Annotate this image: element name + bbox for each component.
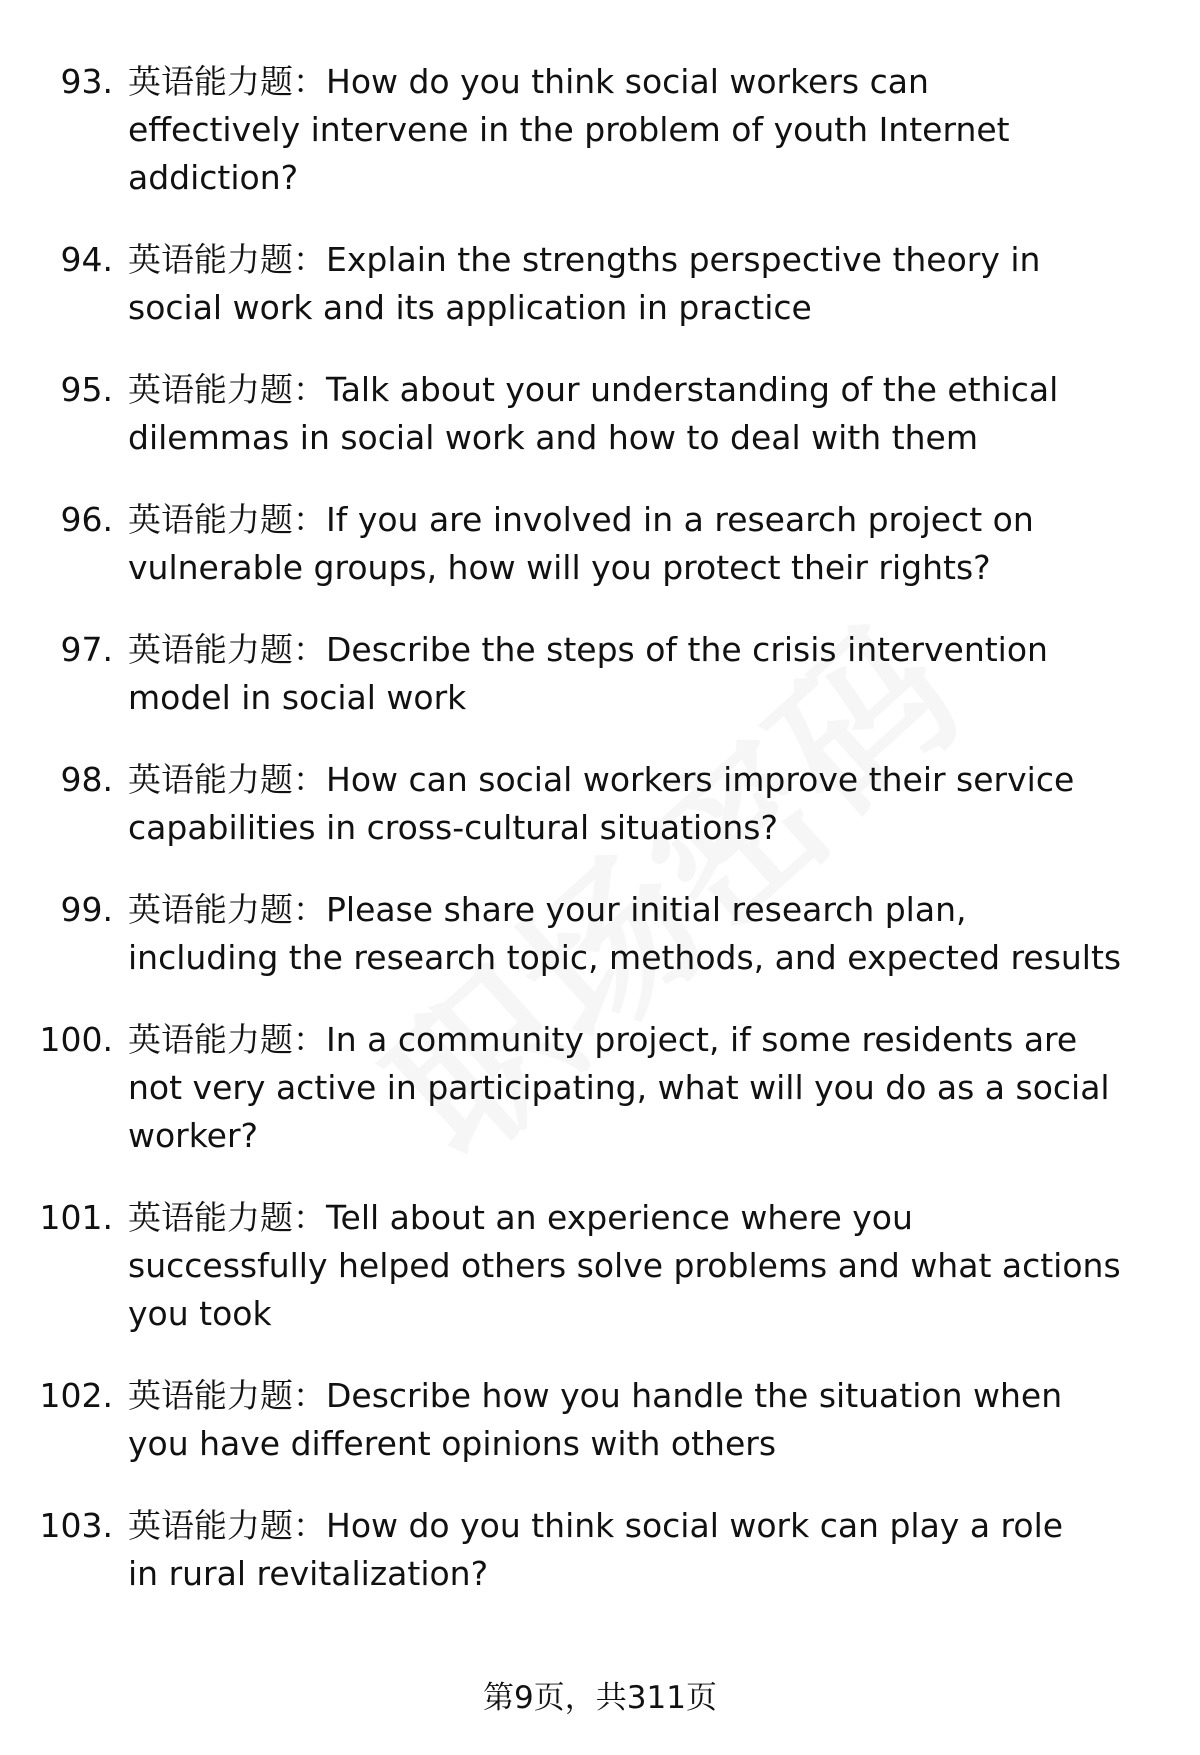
question-label: 英语能力题：: [128, 240, 326, 279]
question-label: 英语能力题：: [128, 62, 326, 101]
question-number: 99.: [60, 890, 113, 929]
question-text: addiction?: [128, 158, 299, 197]
question-number: 102.: [39, 1376, 113, 1415]
question-text: worker?: [128, 1116, 259, 1155]
question-content: [128, 626, 1163, 722]
question-item: [0, 756, 1200, 886]
page-number-text: 第9页，共311页: [483, 1680, 717, 1716]
question-text: Explain the strengths perspective theory in: [326, 240, 1041, 279]
question-text: effectively intervene in the problem of youth Internet: [128, 110, 1010, 149]
question-content: [128, 1194, 1163, 1338]
question-label: 英语能力题：: [128, 1506, 326, 1545]
question-label: 英语能力题：: [128, 500, 326, 539]
question-line: [128, 756, 1163, 804]
question-number: 98.: [60, 760, 113, 799]
question-label: 英语能力题：: [128, 1376, 326, 1415]
question-text: dilemmas in social work and how to deal with them: [128, 418, 978, 457]
question-line: [128, 1372, 1163, 1420]
question-label: 英语能力题：: [128, 1020, 326, 1059]
question-text: Talk about your understanding of the ethical: [326, 370, 1059, 409]
question-text: successfully helped others solve problems and what actions: [128, 1246, 1121, 1285]
question-content: [128, 1372, 1163, 1468]
question-line: [128, 58, 1163, 106]
question-line: [128, 366, 1163, 414]
question-text: If you are involved in a research project on: [326, 500, 1034, 539]
question-text: you took: [128, 1294, 272, 1333]
question-text: in rural revitalization?: [128, 1554, 489, 1593]
question-label: 英语能力题：: [128, 760, 326, 799]
question-item: [0, 1194, 1200, 1372]
question-item: [0, 1372, 1200, 1502]
question-line: [128, 1194, 1163, 1242]
question-label: 英语能力题：: [128, 370, 326, 409]
question-text: How do you think social work can play a role: [326, 1506, 1064, 1545]
question-list: [0, 58, 1200, 1600]
question-number: 93.: [60, 62, 113, 101]
question-content: [128, 236, 1163, 332]
question-text: you have different opinions with others: [128, 1424, 777, 1463]
question-item: [0, 1502, 1200, 1600]
question-number: 95.: [60, 370, 113, 409]
question-line: [128, 626, 1163, 674]
question-number: 97.: [60, 630, 113, 669]
question-number: 96.: [60, 500, 113, 539]
question-content: [128, 756, 1163, 852]
question-number: 101.: [39, 1198, 113, 1237]
question-line: [128, 496, 1163, 544]
page-footer: [0, 1678, 1200, 1718]
question-text: How do you think social workers can: [326, 62, 929, 101]
question-content: [128, 886, 1163, 982]
question-line: [128, 1502, 1163, 1550]
question-text: In a community project, if some residents are: [326, 1020, 1078, 1059]
question-item: [0, 626, 1200, 756]
question-number: 100.: [39, 1020, 113, 1059]
question-text: including the research topic, methods, and expected results: [128, 938, 1122, 977]
question-label: 英语能力题：: [128, 630, 326, 669]
question-item: [0, 366, 1200, 496]
question-item: [0, 236, 1200, 366]
question-text: Please share your initial research plan,: [326, 890, 967, 929]
question-text: model in social work: [128, 678, 467, 717]
question-text: vulnerable groups, how will you protect their rights?: [128, 548, 991, 587]
question-text: How can social workers improve their service: [326, 760, 1075, 799]
question-content: [128, 366, 1163, 462]
question-item: [0, 886, 1200, 1016]
question-label: 英语能力题：: [128, 1198, 326, 1237]
question-text: not very active in participating, what will you do as a social: [128, 1068, 1110, 1107]
question-text: Tell about an experience where you: [326, 1198, 913, 1237]
question-number: 103.: [39, 1506, 113, 1545]
question-number: 94.: [60, 240, 113, 279]
question-content: [128, 1016, 1163, 1160]
question-content: [128, 1502, 1163, 1598]
question-text: social work and its application in practice: [128, 288, 812, 327]
question-text: capabilities in cross-cultural situations?: [128, 808, 779, 847]
question-content: [128, 496, 1163, 592]
question-line: [128, 1016, 1163, 1064]
question-content: [128, 58, 1163, 202]
question-line: [128, 886, 1163, 934]
question-text: Describe the steps of the crisis intervention: [326, 630, 1048, 669]
question-item: [0, 1016, 1200, 1194]
question-text: Describe how you handle the situation when: [326, 1376, 1063, 1415]
question-item: [0, 58, 1200, 236]
question-label: 英语能力题：: [128, 890, 326, 929]
question-line: [128, 236, 1163, 284]
question-item: [0, 496, 1200, 626]
